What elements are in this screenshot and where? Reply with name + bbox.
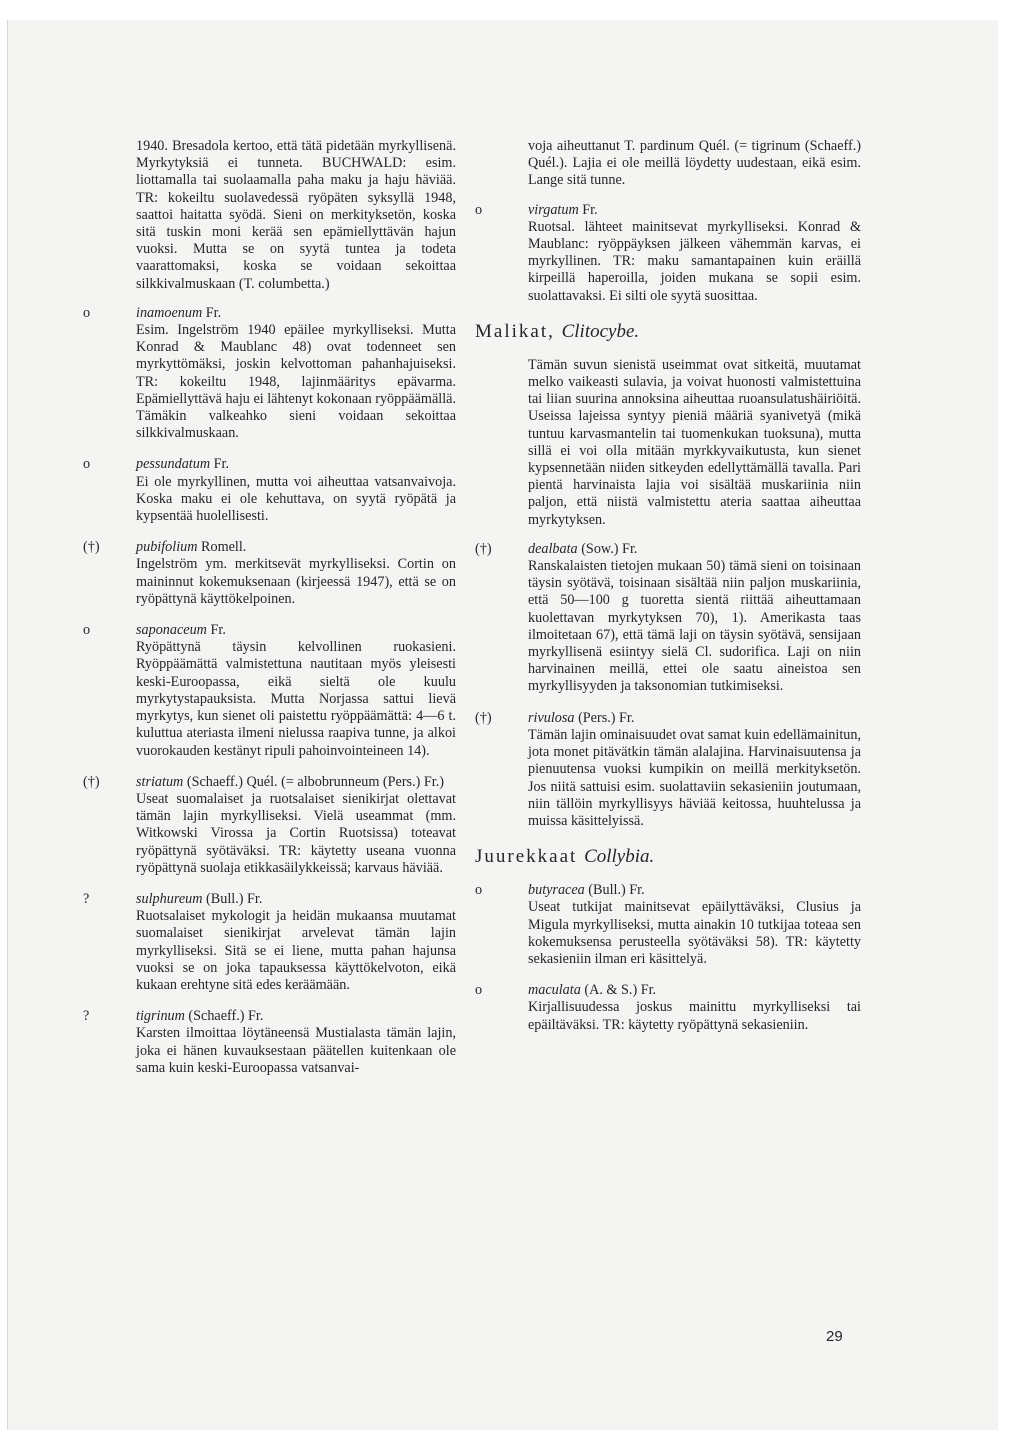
species-description: Kirjallisuudessa joskus mainittu myrkylliseksi tai epäiltäväksi. TR: käytetty ryöpättynä sekasieniin. xyxy=(528,999,861,1033)
species-author: Fr. xyxy=(578,201,598,218)
right-entries-a xyxy=(475,202,861,305)
heading-scientific: Collybia. xyxy=(584,846,655,868)
species-entry xyxy=(475,710,861,830)
edibility-mark: o xyxy=(83,304,91,321)
species-author: (Sow.) Fr. xyxy=(577,540,638,557)
species-name: butyracea xyxy=(528,882,585,899)
species-description: Ingelström ym. merkitsevät myrkylliseksi. Cortin on maininnut kokemuksenaan (kirjeessä 1947), että se on ryöpättynä käyttökelpoinen. xyxy=(136,556,456,607)
document-page xyxy=(7,20,998,1430)
species-name: dealbata xyxy=(528,540,578,557)
edibility-mark: o xyxy=(83,622,91,639)
species-author: (Bull.) Fr. xyxy=(202,890,263,907)
species-author: Fr. xyxy=(202,304,222,321)
left-column xyxy=(83,138,456,1091)
species-description: Ruotsal. lähteet mainitsevat myrkylliseksi. Konrad & Maublanc: ryöppäyksen jälkeen vähemmän karvas, ei myrkyllinen. TR: maku samantapainen kuin eräillä kirpeillä haperoilla, joiden mukana se sopii esim. suolattavaksi. Ei silti ole syytä suosittaa. xyxy=(528,218,861,304)
left-entries xyxy=(83,305,456,1077)
species-entry xyxy=(475,202,861,305)
species-entry xyxy=(475,882,861,968)
species-name: saponaceum xyxy=(136,622,207,639)
species-author: Romell. xyxy=(197,539,247,556)
entry-heading xyxy=(528,202,861,219)
species-name: inamoenum xyxy=(136,304,203,321)
species-author: (A. & S.) Fr. xyxy=(580,982,657,999)
species-name: pubifolium xyxy=(136,539,198,556)
species-entry xyxy=(475,541,861,696)
species-name: tigrinum xyxy=(136,1008,185,1025)
species-name: pessundatum xyxy=(136,456,211,473)
species-description: Karsten ilmoittaa löytäneensä Mustialasta tämän lajin, joka ei hänen kuvauksestaan päätellen kuitenkaan ole sama kuin keski-Euroopassa vatsanvai- xyxy=(136,1025,456,1076)
right-column xyxy=(475,138,861,1048)
species-description: Tämän lajin ominaisuudet ovat samat kuin edellämainitun, jota monet pitävätkin tämän alalajina. Harvinaisuutensa ja pienuutensa vuoksi kumpikin on meillä merkityksetön. Jos niitä sattuisi esim. suolattaviin sekasieniin joutumaan, niin tällöin myrkyllisyys häviää keitossa, huuhtelussa ja muissa käsittelyissä. xyxy=(528,726,861,829)
species-entry xyxy=(83,891,456,994)
heading-scientific: Clitocybe. xyxy=(561,320,640,342)
species-entry xyxy=(83,622,456,760)
edibility-mark: (†) xyxy=(475,540,492,557)
species-description: Ryöpättynä täysin kelvollinen ruokasieni. Ryöppäämättä valmistettuna nautitaan myös yleisesti keski-Euroopassa, eikä sieltä ole kuulu myrkytystapauksista. Mutta Norjassa sattui lievä myrkytys, kun sienet oli paistettu ryöppäämättä: 4—6 t. kuluttua ateriasta ilmeni nielussa raapiva tunne, ja alkoi vuorokauden kestänyt ripuli pahoinvointeineen 14). xyxy=(136,639,456,759)
species-description: Ruotsalaiset mykologit ja heidän mukaansa muutamat suomalaiset sienikirjat arvelevat tämän lajin myrkylliseksi. Sitä se ei liene, mutta pahan hajunsa vuoksi se on joka tapauksessa käyttökelvoton, eikä kukaan erehtyne sitä edes keräämään. xyxy=(136,908,456,993)
species-name: maculata xyxy=(528,982,581,999)
species-name: sulphureum xyxy=(136,890,203,907)
species-author: (Schaeff.) Fr. xyxy=(184,1008,264,1025)
species-description: Ranskalaisten tietojen mukaan 50) tämä sieni on toisinaan täysin syötävä, toisinaan sisältää niin paljon muskariinia, että 50—100 g tuoretta sientä riittää aiheuttamaan kuolettavan myrkytyksen 70), 1). Amerikasta taas ilmoitetaan 67), että tämä laji on täysin syötävä, sensijaan myrkyllisenä esiintyy sielä Cl. sudorifica. Laji on niin harvinainen meillä, ettei ole saatu aineistoa sen myrkyllisyyden ja taksonomian tutkimiseksi. xyxy=(528,558,861,695)
species-entry xyxy=(83,456,456,525)
species-author: Fr. xyxy=(206,622,226,639)
entry-heading xyxy=(136,539,456,556)
entry-heading xyxy=(136,305,456,322)
edibility-mark: (†) xyxy=(83,539,100,556)
entry-heading xyxy=(136,1008,456,1025)
species-author: (Pers.) Fr. xyxy=(574,709,635,726)
edibility-mark: o xyxy=(475,882,483,899)
species-description: Useat suomalaiset ja ruotsalaiset sienikirjat olettavat tämän lajin myrkylliseksi. Vielä useammat (mm. Witkowski Virossa ja Cortin Ruotsissa) toteavat ryöpättynä syötäväksi. TR: käytetty useana vuonna ryöpättynä suolaja etikkasäilykkeissä; karvaus häviää. xyxy=(136,790,456,876)
species-entry xyxy=(475,982,861,1034)
right-entries-b xyxy=(475,541,861,830)
edibility-mark: o xyxy=(475,982,483,999)
edibility-mark: (†) xyxy=(475,709,492,726)
species-entry xyxy=(83,1008,456,1077)
species-description: Ei ole myrkyllinen, mutta voi aiheuttaa vatsanvaivoja. Koska maku ei ole kehuttava, on syytä ryöpätä ja kypsentää huolellisesti. xyxy=(136,473,456,525)
species-entry xyxy=(83,539,456,608)
intro-paragraph: 1940. Bresadola kertoo, että tätä pidetään myrkyllisenä. Myrkytyksiä ei tunneta. BUCHWALD: esim. liottamalla tai suolaamalla paha maku ja haju häviää. TR: kokeiltu suolavedessä ryöpäten syksyllä 1948, saattoi haitatta syödä. Sieni on merkityksetön, koska sitä tuskin moni kerää sen epämiellyttävän hajun vuoksi. Mutta se on syytä tuntea ja todeta vaarattomaksi, koska se voidaan sekoittaa silkkivalmuskaan (T. columbetta.) xyxy=(136,138,456,292)
species-entry xyxy=(83,774,456,877)
species-author: (Schaeff.) Quél. (= albobrunneum (Pers.) Fr.) xyxy=(183,773,444,790)
edibility-mark: o xyxy=(475,201,483,218)
species-author: (Bull.) Fr. xyxy=(584,882,645,899)
entry-heading xyxy=(528,710,861,727)
species-description: Useat tutkijat mainitsevat epäilyttäväksi, Clusius ja Migula myrkylliseksi, mutta ainakin 10 tutkijaa toteaa sen kokemuksensa perusteella syötäväksi 58). TR: käytetty sekasieniin ilman eri käsittelyä. xyxy=(528,899,861,967)
species-entry xyxy=(83,305,456,443)
species-name: rivulosa xyxy=(528,709,575,726)
section-intro: Tämän suvun sienistä useimmat ovat sitkeitä, muutamat melko vaikeasti sulavia, ja voivat huonosti valmistettuina tai liian suurina annoksina aiheuttaa ruoansulatushäiriöitä. Useissa lajeissa syntyy pieniä määriä syanivetyä (mikä tuntuu karvasmantelin tai tuomenkukan tuoksuna), mutta sillä ei voi olla mitään myrkkyvaikutusta, kun sienet kypsennetään niiden sitkeyden edellyttämällä tavalla. Pari pientä harvinaista lajia voi sisältää muskariinia niin paljon, että niistä valmistettu ateria saattaa aiheuttaa myrkytyksen. xyxy=(528,356,861,528)
entry-heading xyxy=(136,456,456,473)
edibility-mark: (†) xyxy=(83,773,100,790)
entry-heading xyxy=(528,982,861,999)
edibility-mark: ? xyxy=(83,1008,90,1025)
species-author: Fr. xyxy=(210,456,230,473)
edibility-mark: o xyxy=(83,456,91,473)
species-description: Esim. Ingelström 1940 epäilee myrkylliseksi. Mutta Konrad & Maublanc 48) ovat todenneet sen myrkyttömäksi, joskin kelvottoman pahanhajuiseksi. TR: kokeiltu 1948, lajinmääritys epävarma. Epämiellyttävä haju ei lähtenyt kokonaan ryöppäämällä. Tämäkin valkeahko sieni voidaan sekoittaa silkkivalmuskaan. xyxy=(136,322,456,442)
entry-heading xyxy=(136,774,456,791)
entry-heading xyxy=(528,882,861,899)
right-entries-c xyxy=(475,882,861,1034)
continuation-paragraph: voja aiheuttanut T. pardinum Quél. (= tigrinum (Schaeff.) Quél.). Lajia ei ole meillä löydetty uudestaan, eikä esim. Lange sitä tunne. xyxy=(528,138,861,189)
entry-heading xyxy=(136,622,456,639)
edibility-mark: ? xyxy=(83,890,90,907)
entry-heading xyxy=(136,891,456,908)
species-name: virgatum xyxy=(528,201,579,218)
entry-heading xyxy=(528,541,861,558)
section-heading-malikat xyxy=(475,321,861,343)
heading-finnish: Malikat, xyxy=(475,320,555,342)
species-name: striatum xyxy=(136,773,184,790)
heading-finnish: Juurekkaat xyxy=(475,846,578,868)
page-number: 29 xyxy=(826,1328,843,1345)
section-heading-juurekkaat xyxy=(475,846,861,868)
